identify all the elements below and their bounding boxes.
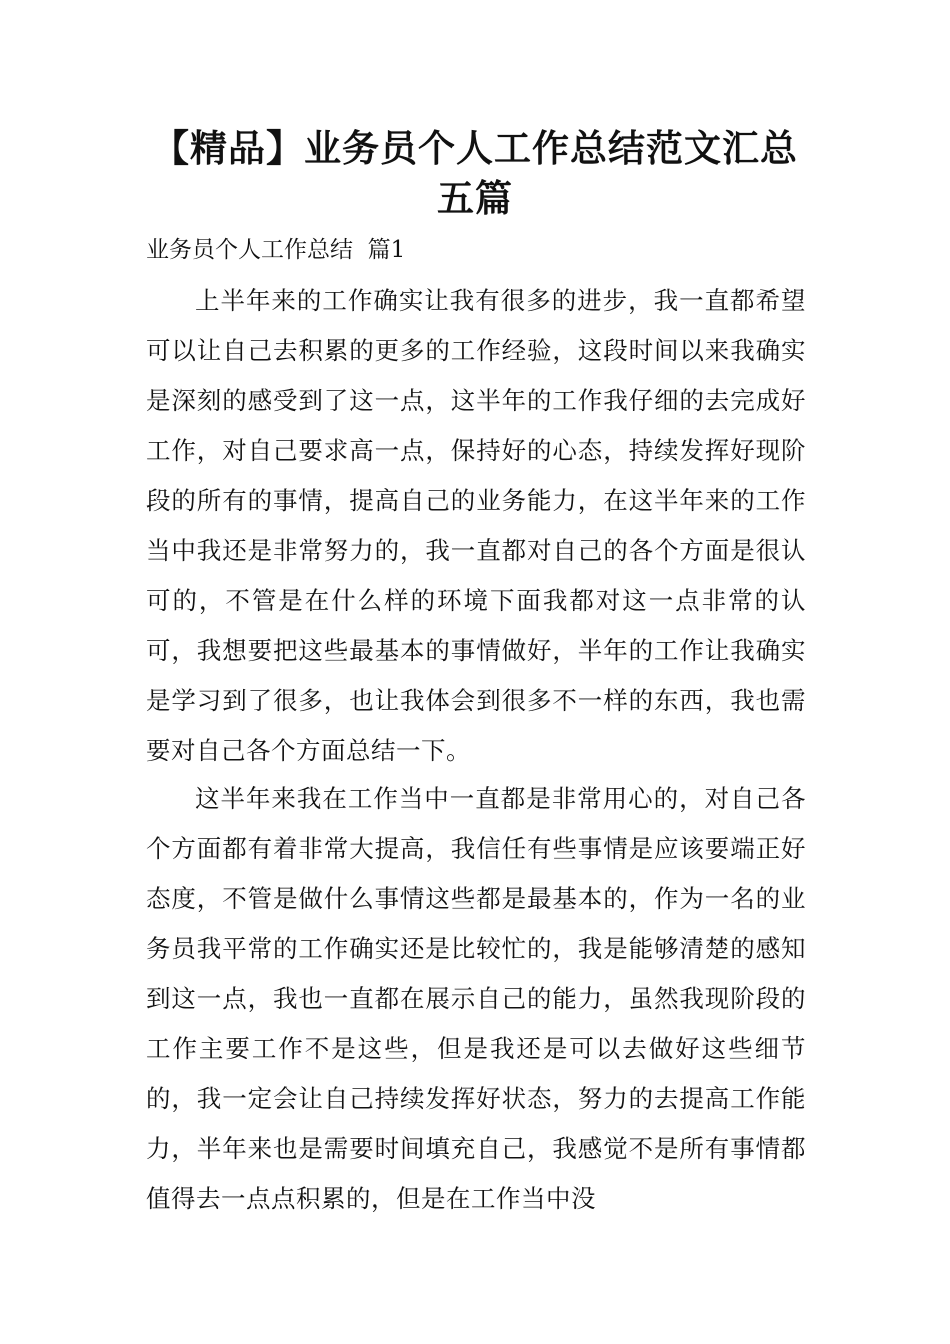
paragraph-1: 上半年来的工作确实让我有很多的进步，我一直都希望可以让自己去积累的更多的工作经验，这段时间以来我确实是深刻的感受到了这一点，这半年的工作我仔细的去完成好工作，对自己要求高一点，保持好的心态，持续发挥好现阶段的所有的事情，提高自己的业务能力，在这半年来的工作当中我还是非常努力的，我一直都对自己的各个方面是很认可的，不管是在什么样的环境下面我都对这一点非常的认可，我想要把这些最基本的事情做好，半年的工作让我确实是学习到了很多，也让我体会到很多不一样的东西，我也需要对自己各个方面总结一下。 (146, 286, 806, 765)
paragraph-2: 这半年来我在工作当中一直都是非常用心的，对自己各个方面都有着非常大提高，我信任有些事情是应该要端正好态度，不管是做什么事情这些都是最基本的，作为一名的业务员我平常的工作确实还是比较忙的，我是能够清楚的感知到这一点，我也一直都在展示自己的能力，虽然我现阶段的工作主要工作不是这些，但是我还是可以去做好这些细节的，我一定会让自己持续发挥好状态，努力的去提高工作能力，半年来也是需要时间填充自己，我感觉不是所有事情都值得去一点点积累的，但是在工作当中没 (146, 784, 806, 1213)
document-title: 【精品】业务员个人工作总结范文汇总五篇 (152, 127, 798, 220)
section-heading: 业务员个人工作总结 篇1 (146, 237, 406, 263)
